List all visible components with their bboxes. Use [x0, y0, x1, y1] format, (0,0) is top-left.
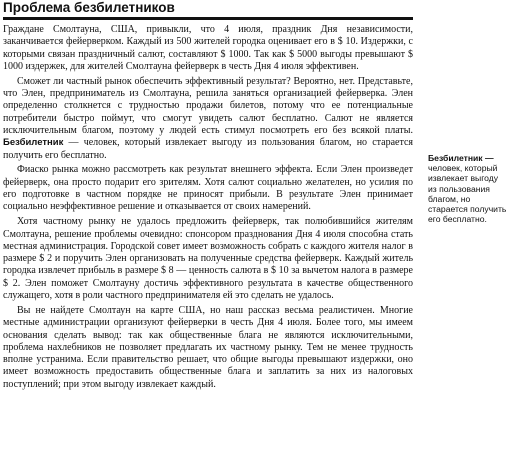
- free-rider-definition: — человек, который извлекает выгоду из пользования благом, но старается получить его бесплатно.: [3, 137, 413, 161]
- section-title: Проблема безбилетников: [3, 0, 413, 20]
- article-body: [3, 24, 413, 394]
- paragraph-3: Фиаско рынка можно рассмотреть как результат внешнего эффекта. Если Элен произведет фейерверк, она просто подарит его зрителям. Хотя салют социально желателен, но усилия по его подготовке в частном порядке не приносят прибыли. В результате Элен принимает социально неэффективное решение и отказывается от своих намерений.: [3, 164, 413, 213]
- margin-definition: [428, 153, 508, 224]
- margin-definition-text: человек, который извлекает выгоду из пользования благом, но старается получить его бесплатно.: [428, 163, 507, 225]
- paragraph-4: Хотя частному рынку не удалось предложить фейерверк, так полюбившийся жителям Смолтауна, решение проблемы очевидно: спонсором празднования Дня 4 июля способна стать местная администрация. Городской совет имеет возможность собрать с каждого жителя налог в размере $ 2 и поручить Элен организовать на полученные средства фейерверк. Каждый житель городка извлечет прибыль в размере $ 8 — ценность салюта в $ 10 за вычетом налога в размере $ 2. Элен поможет Смолтауну достичь эффективного результата в качестве общественного служащего, хотя в роли частного предпринимателя ей это сделать не удалось.: [3, 216, 413, 302]
- paragraph-5: Вы не найдете Смолтаун на карте США, но наш рассказ весьма реалистичен. Многие местные администрации организуют фейерверки в честь Дня 4 июля. Более того, мы имеем основания сделать вывод: так как общественные блага не являются исключительными, проблема нахлебников не позволяет предлагать их частному рынку. Тем не менее трудность вполне устранима. Если правительство решает, что общие выгоды превышают издержки, оно имеет возможность предоставить общественные блага и заплатить за них из налоговых поступлений; при этом выгоду извлекает каждый.: [3, 304, 413, 390]
- paragraph-1: Граждане Смолтауна, США, привыкли, что 4 июля, праздник Дня независимости, заканчивается фейерверком. Каждый из 500 жителей городка оценивает его в $ 10. Издержки, с которыми связан праздничный салют, составляют $ 1000. Так как $ 5000 выгоды превышают $ 1000 издержек, для жителей Смолтауна фейерверк в честь Дня 4 июля эффективен.: [3, 24, 413, 72]
- free-rider-term: Безбилетник: [3, 137, 64, 149]
- margin-term: Безбилетник —: [428, 153, 494, 163]
- paragraph-2: [3, 76, 413, 162]
- paragraph-2-text: Сможет ли частный рынок обеспечить эффективный результат? Вероятно, нет. Представьте, что Элен, предприниматель из Смолтауна, решила заняться организацией фейерверка. Элен определенно столкнется с трудностью продажи билетов, потому что ее потенциальные потребители быстро поймут, что смогут увидеть салют бесплатно. Салют не является исключительным благом, поэтому у людей есть стимул посмотреть его без всякой платы.: [3, 75, 413, 136]
